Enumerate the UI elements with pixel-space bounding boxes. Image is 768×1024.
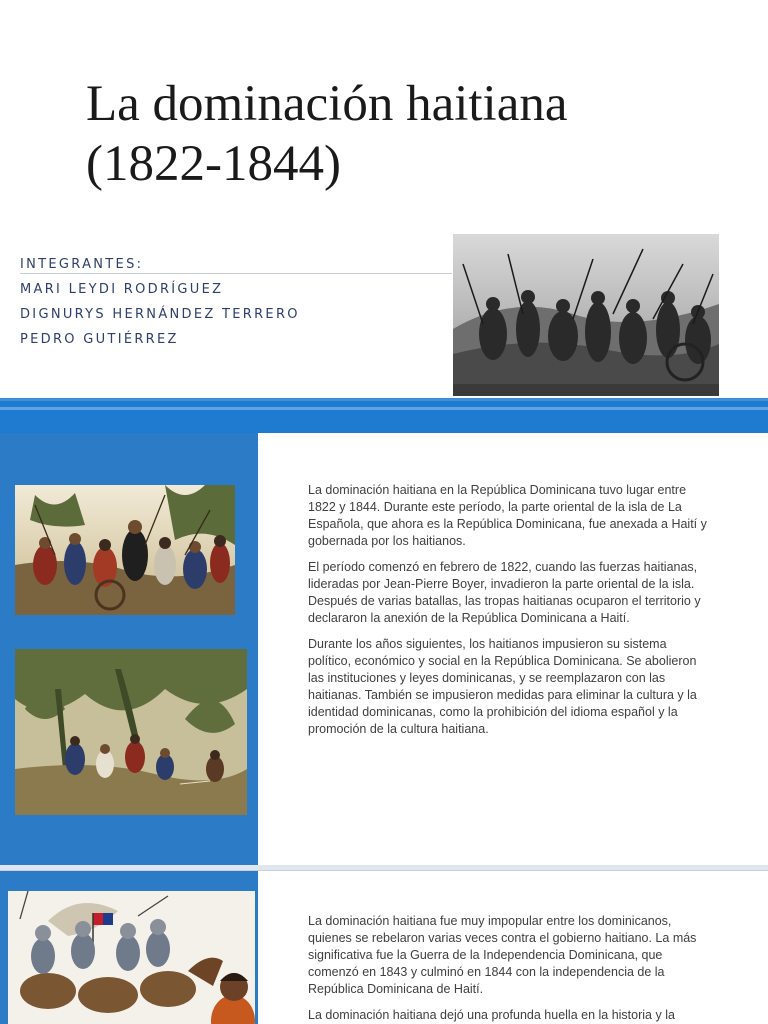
paragraph: El período comenzó en febrero de 1822, cuando las fuerzas haitianas, lideradas por Jean-Pierre Boyer, invadieron la parte oriental de la isla. Después de varias batallas, las tropas haitianas ocuparon el territorio y declararon la anexión de la República Dominicana a Haití.: [308, 560, 701, 625]
content-text-1: [308, 482, 713, 747]
cavalry-illustration-image: [8, 891, 255, 1024]
slide-title: [86, 74, 568, 194]
section-band: [0, 398, 768, 433]
jungle-battle-painting-image: [15, 649, 247, 815]
band-highlight: [0, 407, 768, 410]
members-heading: INTEGRANTES:: [20, 257, 144, 272]
paragraph: La dominación haitiana fue muy impopular entre los dominicanos, quienes se rebelaron varias veces contra el gobierno haitiano. La más significativa fue la Guerra de la Independencia Dominicana, que comenzó en 1843 y culminó en 1844 con la independencia de la República Dominicana de Haití.: [308, 914, 697, 996]
content-slide-1: [0, 433, 768, 865]
battle-engraving-image: [453, 234, 719, 396]
image-sidebar: [0, 433, 258, 865]
member-name: PEDRO GUTIÉRREZ: [20, 332, 179, 347]
image-sidebar: [0, 871, 258, 1024]
member-name: DIGNURYS HERNÁNDEZ TERRERO: [20, 307, 300, 322]
paragraph: La dominación haitiana en la República Dominicana tuvo lugar entre 1822 y 1844. Durante este período, la parte oriental de la isla de La Española, que ahora es la República Dominicana, fue anexada a Haití y gobernada por los haitianos.: [308, 483, 707, 548]
title-line-1: La dominación haitiana: [86, 76, 568, 132]
paragraph: Durante los años siguientes, los haitianos impusieron su sistema político, económico y social en la República Dominicana. Se abolieron las instituciones y leyes dominicanas, y se reemplazaron con las haitianas. También se impusieron medidas para eliminar la cultura y la identidad dominicanas, como la prohibición del idioma español y la promoción de la cultura haitiana.: [308, 637, 697, 736]
content-text-2: [308, 913, 713, 1024]
title-slide: [0, 0, 768, 398]
content-slide-2: [0, 871, 768, 1024]
paragraph: La dominación haitiana dejó una profunda huella en la historia y la: [308, 1008, 675, 1022]
member-name: MARI LEYDI RODRÍGUEZ: [20, 282, 224, 297]
battle-painting-image: [15, 485, 235, 615]
members-list: [20, 258, 460, 347]
title-line-2: (1822-1844): [86, 136, 341, 192]
